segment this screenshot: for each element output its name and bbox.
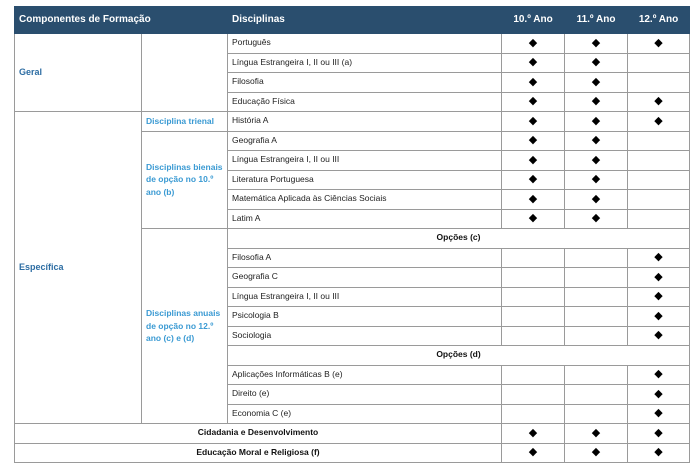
subject-filosofia: Filosofia [228,73,502,93]
marker-icon: ◆ [628,326,690,346]
subgroup-trienal: Disciplina trienal [142,112,228,132]
subject-literatura-portuguesa: Literatura Portuguesa [228,170,502,190]
marker-icon: ◆ [628,34,690,54]
header-12-ano: 12.º Ano [628,7,690,34]
subject-lingua-estrangeira: Língua Estrangeira I, II ou III [228,151,502,171]
marker-icon: ◆ [628,404,690,424]
header-11-ano: 11.º Ano [565,7,628,34]
marker-icon: ◆ [502,443,565,463]
subject-geografia-c: Geografia C [228,268,502,288]
subject-geografia-a: Geografia A [228,131,502,151]
subject-matematica: Matemática Aplicada às Ciências Sociais [228,190,502,210]
empty-cell [565,287,628,307]
marker-icon: ◆ [628,443,690,463]
marker-icon: ◆ [502,170,565,190]
empty-cell [628,151,690,171]
subject-emr: Educação Moral e Religiosa (f) [15,443,502,463]
empty-cell [502,385,565,405]
marker-icon: ◆ [502,209,565,229]
header-10-ano: 10.º Ano [502,7,565,34]
marker-icon: ◆ [565,190,628,210]
table-row [15,424,690,444]
empty-cell [565,365,628,385]
options-c-header: Opções (c) [228,229,690,249]
subject-lingua-estrangeira: Língua Estrangeira I, II ou III [228,287,502,307]
marker-icon: ◆ [502,131,565,151]
subject-filosofia-a: Filosofia A [228,248,502,268]
empty-cell [628,190,690,210]
empty-cell [565,268,628,288]
marker-icon: ◆ [565,170,628,190]
subject-portugues: Português [228,34,502,54]
options-d-header: Opções (d) [228,346,690,366]
marker-icon: ◆ [565,112,628,132]
marker-icon: ◆ [565,131,628,151]
marker-icon: ◆ [565,424,628,444]
table-row [15,112,690,132]
group-geral: Geral [15,34,142,112]
marker-icon: ◆ [628,424,690,444]
empty-cell [628,170,690,190]
marker-icon: ◆ [502,112,565,132]
marker-icon: ◆ [565,151,628,171]
subject-educacao-fisica: Educação Física [228,92,502,112]
subgroup-bienais: Disciplinas bienais de opção no 10.º ano (b) [142,131,228,229]
subject-economia-c: Economia C (e) [228,404,502,424]
subject-psicologia-b: Psicologia B [228,307,502,327]
marker-icon: ◆ [628,112,690,132]
marker-icon: ◆ [628,92,690,112]
empty-cell [565,326,628,346]
empty-cell [565,404,628,424]
subject-sociologia: Sociologia [228,326,502,346]
marker-icon: ◆ [502,34,565,54]
empty-cell [502,365,565,385]
marker-icon: ◆ [502,73,565,93]
marker-icon: ◆ [502,151,565,171]
header-disciplines: Disciplinas [228,7,502,34]
empty-cell [502,307,565,327]
empty-cell [565,307,628,327]
subject-latim-a: Latim A [228,209,502,229]
marker-icon: ◆ [502,92,565,112]
empty-cell [628,73,690,93]
empty-cell [502,248,565,268]
marker-icon: ◆ [565,73,628,93]
subject-historia-a: História A [228,112,502,132]
empty-cell [628,131,690,151]
empty-cell [502,404,565,424]
empty-cell [502,287,565,307]
header-components: Componentes de Formação [15,7,228,34]
marker-icon: ◆ [502,424,565,444]
subgroup-anuais: Disciplinas anuais de opção no 12.º ano (c) e (d) [142,229,228,424]
marker-icon: ◆ [502,190,565,210]
empty-cell [565,385,628,405]
marker-icon: ◆ [628,268,690,288]
marker-icon: ◆ [628,287,690,307]
marker-icon: ◆ [628,248,690,268]
subject-cidadania: Cidadania e Desenvolvimento [15,424,502,444]
empty-cell [628,209,690,229]
marker-icon: ◆ [628,365,690,385]
header-row [15,7,690,34]
marker-icon: ◆ [565,34,628,54]
table-row [15,443,690,463]
subgroup-empty [142,34,228,112]
marker-icon: ◆ [565,209,628,229]
subject-lingua-estrangeira: Língua Estrangeira I, II ou III (a) [228,53,502,73]
marker-icon: ◆ [502,53,565,73]
curriculum-table [14,6,690,463]
marker-icon: ◆ [565,443,628,463]
subject-aplicacoes-informaticas: Aplicações Informáticas B (e) [228,365,502,385]
marker-icon: ◆ [628,307,690,327]
empty-cell [565,248,628,268]
empty-cell [502,326,565,346]
empty-cell [502,268,565,288]
empty-cell [628,53,690,73]
group-especifica: Específica [15,112,142,424]
marker-icon: ◆ [565,92,628,112]
marker-icon: ◆ [565,53,628,73]
table-row [15,34,690,54]
subject-direito: Direito (e) [228,385,502,405]
marker-icon: ◆ [628,385,690,405]
